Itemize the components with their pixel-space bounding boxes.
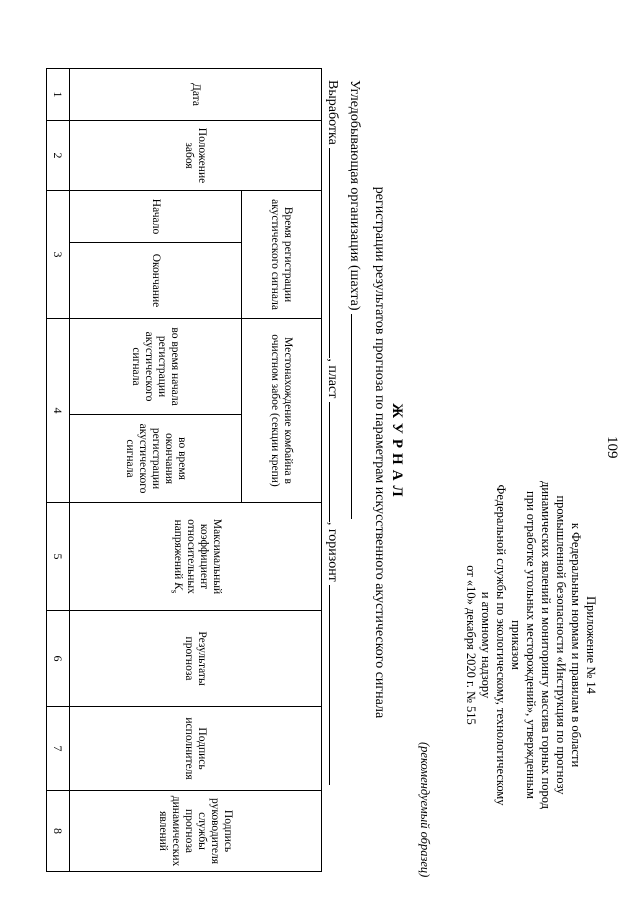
table-header-row — [242, 69, 322, 872]
coefficient-symbol: K — [172, 582, 185, 590]
header-head-signature: Подпись руководителя службы прогноза динамических явлений — [70, 791, 322, 872]
horizon-label: , горизонт — [325, 521, 340, 582]
column-number: 2 — [47, 121, 70, 191]
plast-blank-line — [329, 402, 342, 522]
column-number: 5 — [47, 503, 70, 611]
header-max-coefficient-text: Максимальный коэффициент относительных напряжений — [172, 518, 224, 595]
organization-blank-line — [351, 314, 364, 519]
header-time-end: Окончание — [70, 243, 242, 319]
header-combine-location: Местонахождение комбайна в очистном забое (секции крепи) — [242, 319, 322, 503]
column-number: 8 — [47, 791, 70, 872]
column-number: 1 — [47, 69, 70, 121]
header-face-position: Положение забоя — [70, 121, 322, 191]
column-number: 6 — [47, 611, 70, 707]
coefficient-subscript: s — [169, 589, 180, 594]
page-number: 109 — [604, 436, 620, 459]
column-number-row — [47, 69, 70, 872]
header-time-start: Начало — [70, 191, 242, 243]
organization-row — [346, 80, 364, 519]
column-number: 4 — [47, 319, 70, 503]
header-registration-time: Время регистрации акустического сигнала — [242, 191, 322, 319]
appendix-header — [463, 480, 598, 810]
appendix-line: Федеральной службы по экологическому, технологическому и атомному надзору — [479, 484, 508, 806]
journal-title: ЖУРНАЛ — [389, 403, 405, 502]
appendix-line: промышленной безопасности «Инструкция по прогнозу — [554, 495, 568, 795]
column-number: 7 — [47, 707, 70, 791]
organization-label: Угледобывающая организация (шахта) — [347, 80, 362, 311]
header-max-coefficient — [70, 503, 322, 611]
workings-blank-line — [329, 148, 342, 358]
journal-subtitle: регистрации результатов прогноза по параметрам искусственного акустического сигнала — [372, 186, 387, 719]
appendix-line: к Федеральным нормам и правилам в области — [569, 522, 583, 768]
appendix-line: от «10» декабря 2020 г. № 515 — [464, 565, 478, 725]
header-date: Дата — [70, 69, 322, 121]
appendix-line: Приложение № 14 — [584, 596, 598, 694]
horizon-blank-line — [329, 585, 342, 785]
workings-row — [324, 80, 342, 785]
journal-table — [46, 68, 322, 872]
plast-label: , пласт — [325, 358, 340, 399]
appendix-line: динамических явлений и мониторингу массива горных пород — [539, 480, 553, 809]
appendix-line: при отработке угольных месторождений», утвержденным приказом — [509, 491, 538, 799]
header-location-end: во время окончания регистрации акустического сигнала — [70, 415, 242, 503]
workings-label: Выработка — [325, 80, 340, 145]
header-forecast-results: Результаты прогноза — [70, 611, 322, 707]
column-number: 3 — [47, 191, 70, 319]
header-executor-signature: Подпись исполнителя — [70, 707, 322, 791]
sample-note: (рекомендуемый образец) — [418, 742, 432, 878]
header-location-start: во время начала регистрации акустического сигнала — [70, 319, 242, 415]
